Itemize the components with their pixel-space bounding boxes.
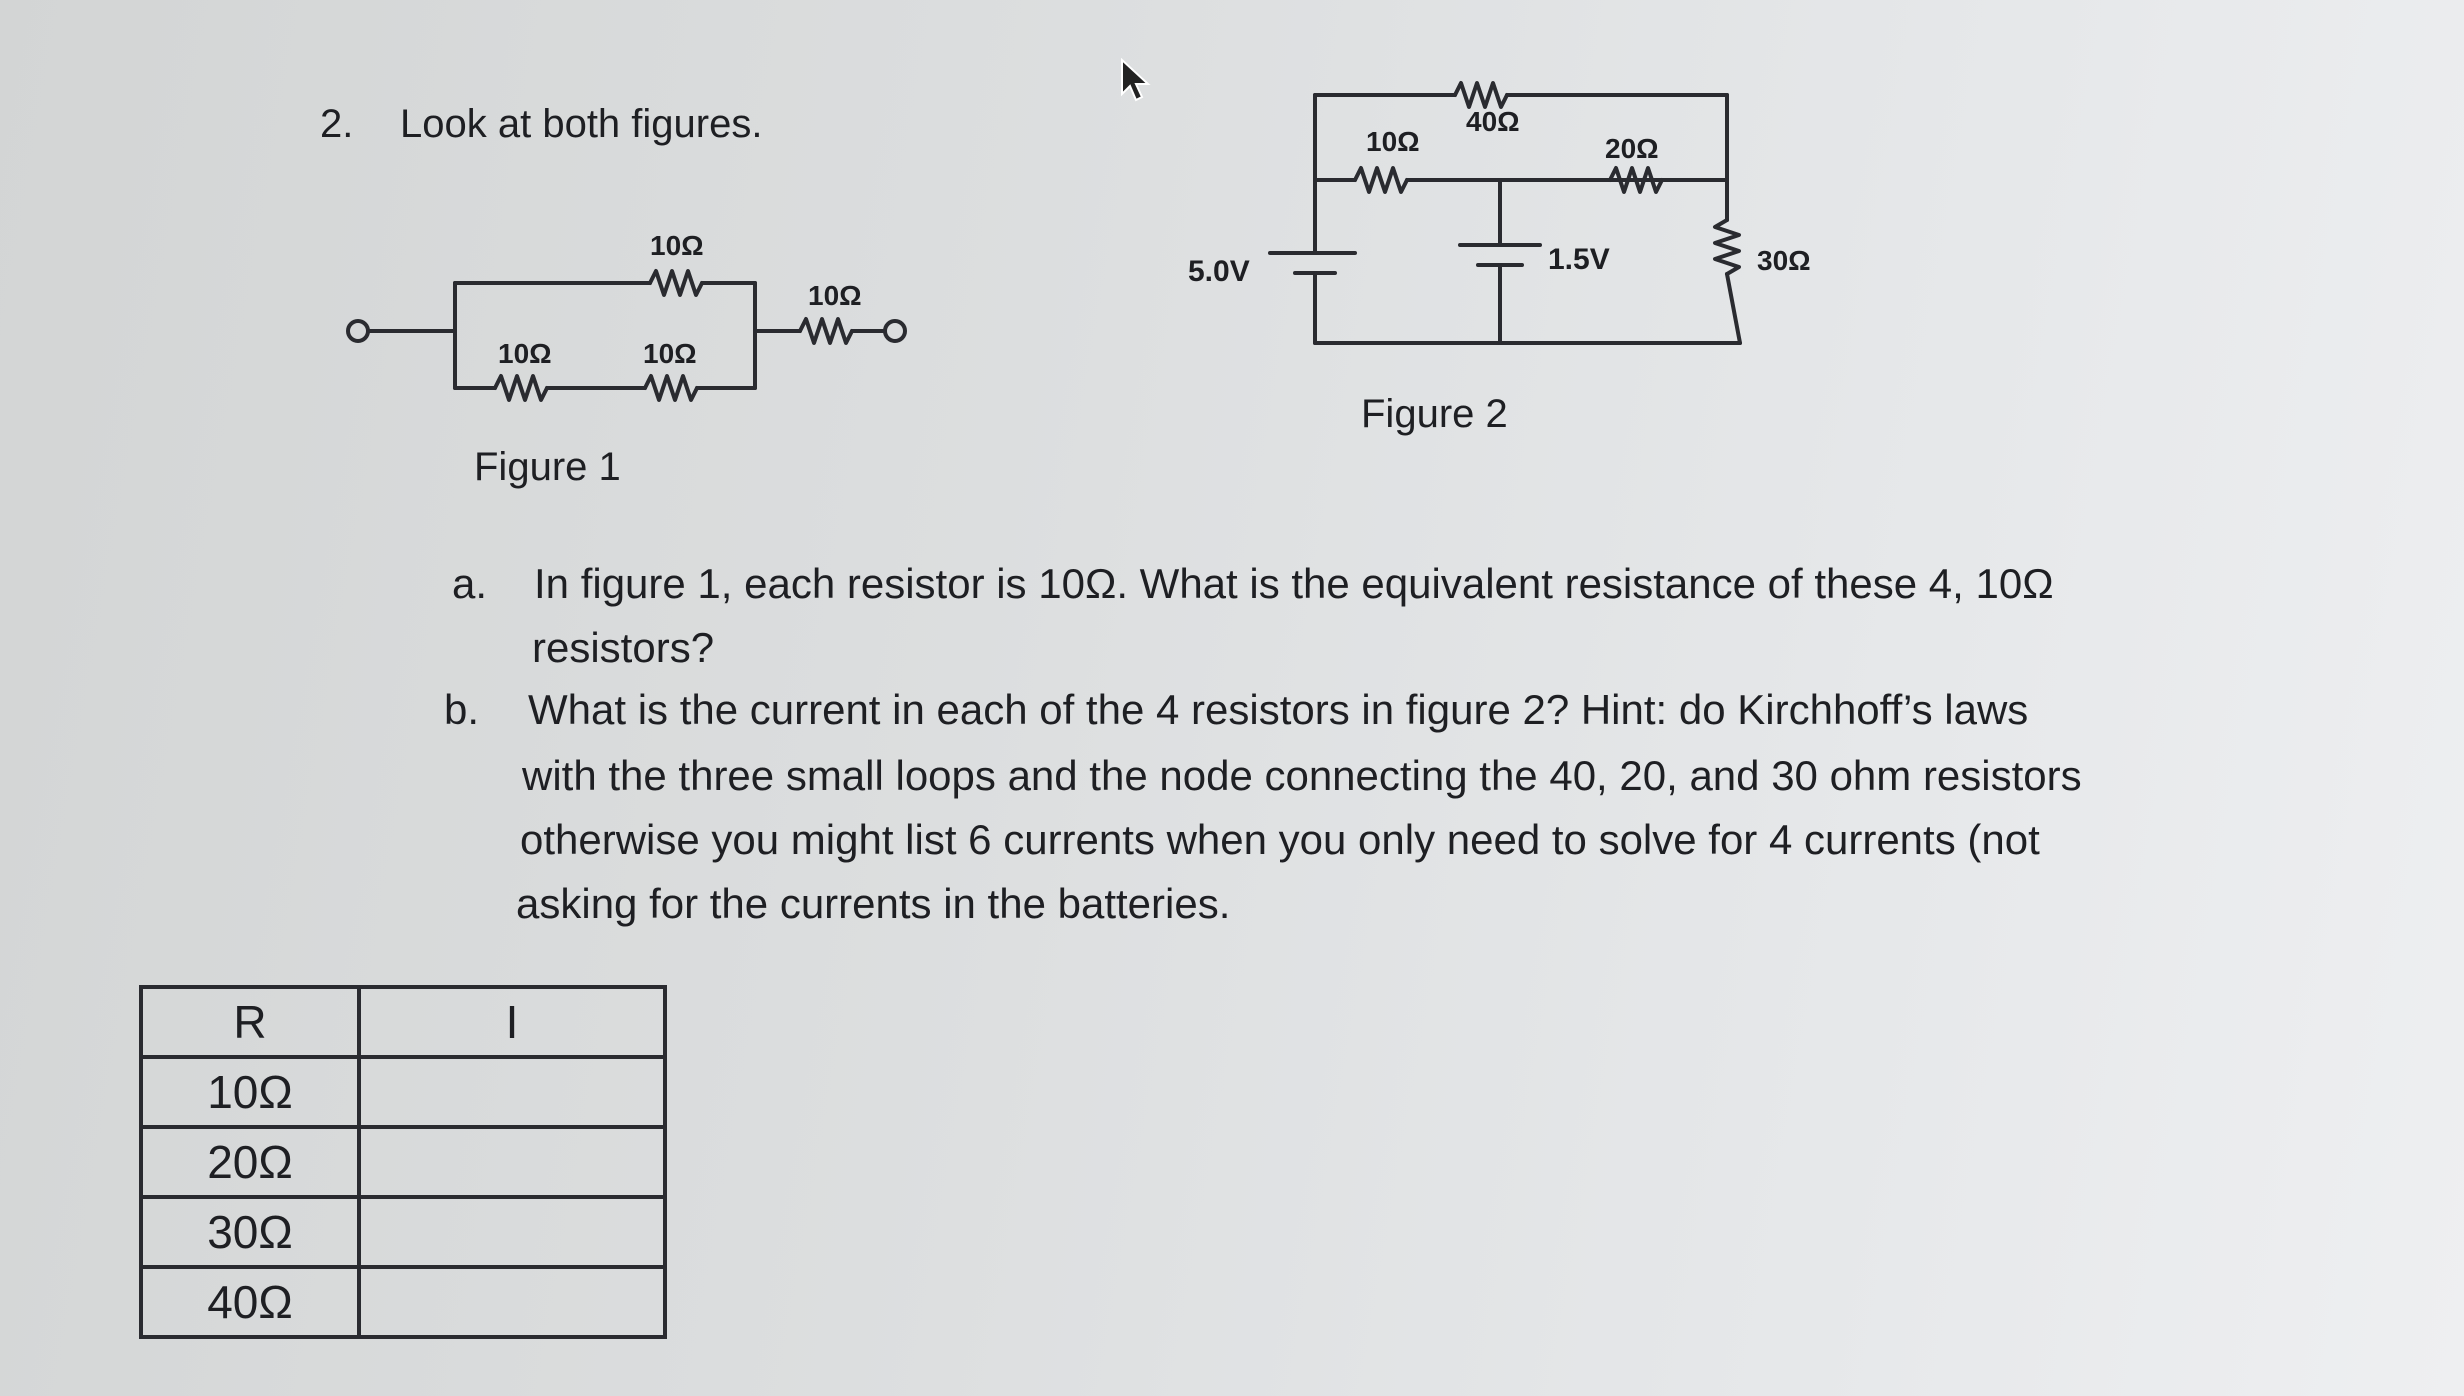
table-cell-i[interactable] — [359, 1057, 665, 1127]
table-cell-r: 20Ω — [141, 1127, 359, 1197]
figure2-battery-left-label: 5.0V — [1188, 255, 1250, 288]
part-b-line3: otherwise you might list 6 currents when you only need to solve for 4 currents (not — [520, 816, 2040, 863]
figure2-battery-middle-label: 1.5V — [1548, 243, 1610, 276]
figure2-resistor-40 — [1455, 83, 1507, 107]
part-b-line2: with the three small loops and the node connecting the 40, 20, and 30 ohm resistors — [522, 752, 2082, 799]
figure1-bottom-right-resistor — [645, 376, 697, 400]
table-row — [141, 1267, 665, 1337]
resistor-current-table — [139, 985, 667, 1339]
part-b-line4: asking for the currents in the batteries. — [516, 880, 1231, 927]
table-cell-r: 30Ω — [141, 1197, 359, 1267]
part-a-line1: In figure 1, each resistor is 10Ω. What is the equivalent resistance of these 4, 10Ω — [534, 560, 2054, 607]
part-a-line2: resistors? — [532, 624, 715, 671]
part-b-line1: What is the current in each of the 4 resistors in figure 2? Hint: do Kirchhoff’s laws — [528, 686, 2029, 733]
table-cell-r: 40Ω — [141, 1267, 359, 1337]
table-row — [141, 1197, 665, 1267]
figure2-resistor-10 — [1355, 168, 1407, 192]
question-title: Look at both figures. — [400, 102, 763, 146]
figure1-bottom-right-resistor-label: 10Ω — [643, 338, 697, 369]
table-header-i: I — [359, 987, 665, 1057]
table-header-row — [141, 987, 665, 1057]
figure1-series-resistor — [800, 319, 852, 343]
figure1-bottom-left-resistor-label: 10Ω — [498, 338, 552, 369]
figure1-top-resistor — [650, 271, 702, 295]
figure1-top-resistor-label: 10Ω — [650, 230, 704, 261]
figure2-resistor-10-label: 10Ω — [1366, 126, 1420, 157]
figure2-resistor-30 — [1715, 220, 1739, 274]
figure2-caption: Figure 2 — [1361, 392, 1508, 436]
figure1-caption: Figure 1 — [474, 445, 621, 489]
table-cell-i[interactable] — [359, 1267, 665, 1337]
figure1-left-terminal — [348, 321, 368, 341]
figure1-bottom-left-resistor — [495, 376, 547, 400]
table-header-r: R — [141, 987, 359, 1057]
figure2-resistor-30-label: 30Ω — [1757, 245, 1811, 276]
figure2-resistor-40-label: 40Ω — [1466, 106, 1520, 137]
table-row — [141, 1127, 665, 1197]
figure1-series-resistor-label: 10Ω — [808, 280, 862, 311]
table-cell-r: 10Ω — [141, 1057, 359, 1127]
part-b-letter: b. — [444, 686, 480, 733]
table-row — [141, 1057, 665, 1127]
table-cell-i[interactable] — [359, 1197, 665, 1267]
part-a-letter: a. — [452, 560, 488, 607]
figure2-resistor-20-label: 20Ω — [1605, 133, 1659, 164]
question-number: 2. — [320, 102, 354, 146]
figure1-right-terminal — [885, 321, 905, 341]
table-cell-i[interactable] — [359, 1127, 665, 1197]
